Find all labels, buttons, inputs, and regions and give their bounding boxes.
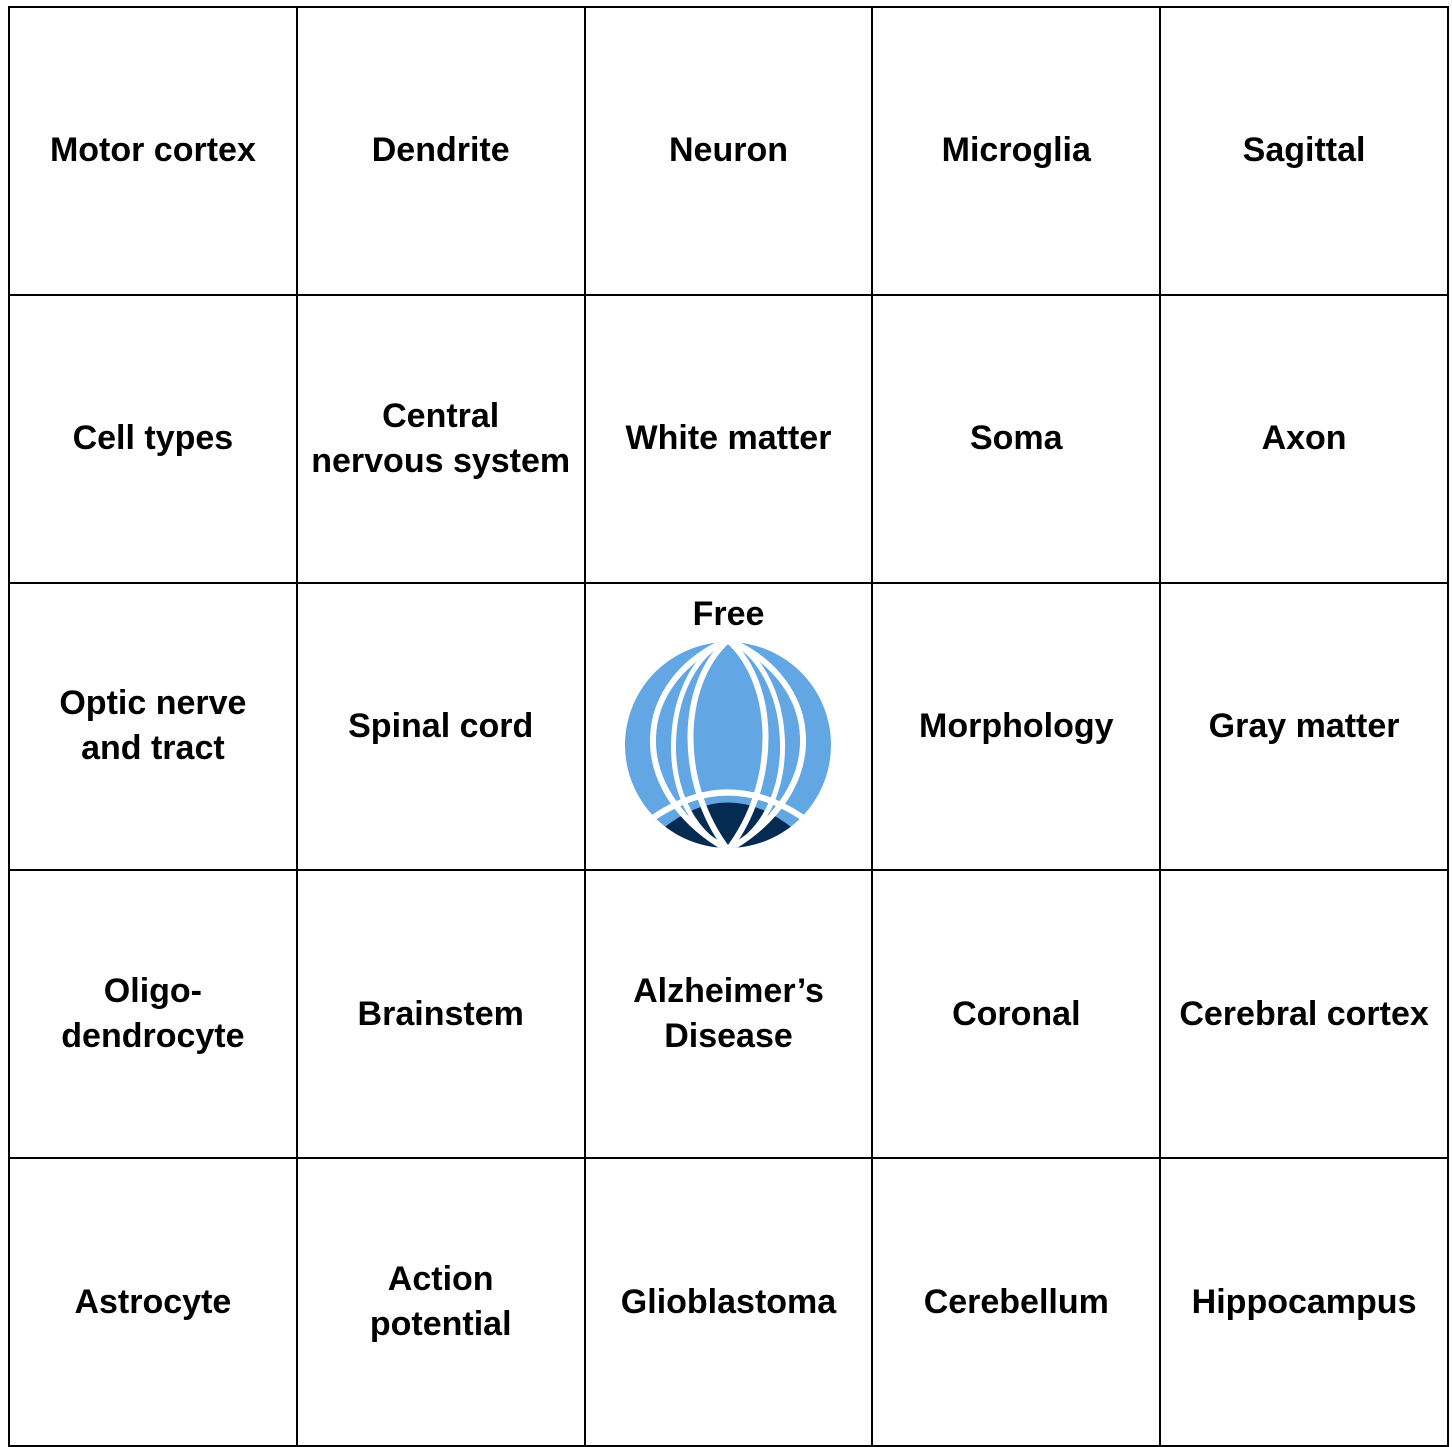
bingo-cell-optic-nerve[interactable] <box>10 584 298 872</box>
globe-logo-icon <box>623 640 833 850</box>
bingo-cell-gray-matter[interactable] <box>1161 584 1449 872</box>
cell-label: Optic nerve and tract <box>59 684 247 768</box>
cell-label: Morphology <box>919 706 1114 745</box>
cell-label: Oligo- dendrocyte <box>61 972 245 1056</box>
cell-label: Spinal cord <box>348 706 534 745</box>
cell-label: Glioblastoma <box>620 1282 837 1321</box>
bingo-cell-morphology[interactable] <box>873 584 1161 872</box>
cell-label: Coronal <box>952 994 1081 1033</box>
bingo-cell-glioblastoma[interactable] <box>586 1159 874 1447</box>
cell-label: Motor cortex <box>49 131 256 170</box>
bingo-cell-brainstem[interactable] <box>298 871 586 1159</box>
cell-label: Microglia <box>941 131 1091 170</box>
bingo-cell-alzheimers[interactable] <box>586 871 874 1159</box>
bingo-cell-sagittal[interactable] <box>1161 8 1449 296</box>
bingo-cell-spinal-cord[interactable] <box>298 584 586 872</box>
cell-label: Alzheimer’s Disease <box>633 972 824 1056</box>
bingo-cell-action-potential[interactable] <box>298 1159 586 1447</box>
cell-label: Action potential <box>369 1260 512 1344</box>
bingo-cell-dendrite[interactable] <box>298 8 586 296</box>
cell-label: Astrocyte <box>74 1282 232 1321</box>
bingo-cell-central-nervous-system[interactable] <box>298 296 586 584</box>
bingo-cell-white-matter[interactable] <box>586 296 874 584</box>
cell-label: White matter <box>625 419 832 458</box>
bingo-cell-microglia[interactable] <box>873 8 1161 296</box>
cell-label: Neuron <box>668 131 788 170</box>
bingo-cell-astrocyte[interactable] <box>10 1159 298 1447</box>
cell-label: Dendrite <box>371 131 510 170</box>
bingo-board <box>8 6 1449 1447</box>
cell-label: Cell types <box>72 419 234 458</box>
bingo-cell-cerebellum[interactable] <box>873 1159 1161 1447</box>
cell-label: Axon <box>1261 419 1347 458</box>
bingo-cell-neuron[interactable] <box>586 8 874 296</box>
bingo-cell-coronal[interactable] <box>873 871 1161 1159</box>
bingo-cell-cerebral-cortex[interactable] <box>1161 871 1449 1159</box>
bingo-cell-axon[interactable] <box>1161 296 1449 584</box>
bingo-cell-motor-cortex[interactable] <box>10 8 298 296</box>
cell-label: Sagittal <box>1242 131 1366 170</box>
cell-label: Central nervous system <box>311 396 571 480</box>
bingo-cell-oligodendrocyte[interactable] <box>10 871 298 1159</box>
cell-label: Cerebral cortex <box>1179 994 1429 1033</box>
free-label: Free <box>692 594 765 633</box>
cell-label: Cerebellum <box>923 1282 1109 1321</box>
bingo-cell-soma[interactable] <box>873 296 1161 584</box>
cell-label: Hippocampus <box>1191 1282 1417 1321</box>
cell-label: Gray matter <box>1208 706 1400 745</box>
bingo-cell-free[interactable] <box>586 584 874 872</box>
bingo-cell-cell-types[interactable] <box>10 296 298 584</box>
cell-label: Soma <box>969 419 1063 458</box>
bingo-cell-hippocampus[interactable] <box>1161 1159 1449 1447</box>
cell-label: Brainstem <box>357 994 524 1033</box>
